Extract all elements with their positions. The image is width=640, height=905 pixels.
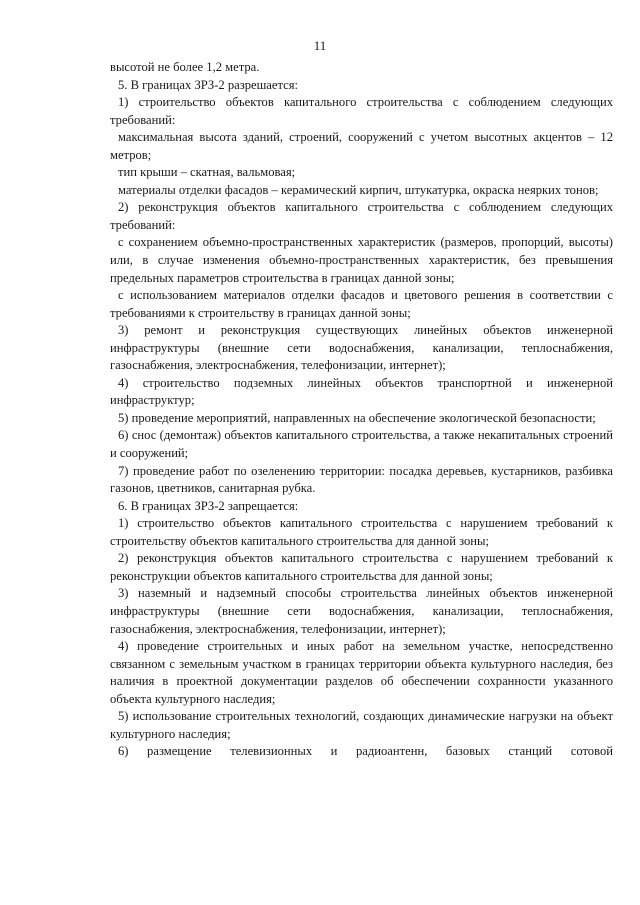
paragraph-13: 7) проведение работ по озеленению территории: посадка деревьев, кустарников, разбивка газонов, цветников, санитарная рубка. — [110, 463, 613, 496]
paragraph-15: 1) строительство объектов капитального строительства с нарушением требований к строительству объектов капитального строительства для данной зоны; — [110, 516, 613, 548]
paragraph-10: 4) строительство подземных линейных объектов транспортной и инженерной инфраструктур; — [110, 375, 613, 408]
paragraph-11: 5) проведение мероприятий, направленных на обеспечение экологической безопасности; — [118, 410, 596, 425]
paragraph-6: 2) реконструкция объектов капитального строительства с соблюдением следующих требований: — [110, 200, 613, 232]
paragraph-0: высотой не более 1,2 метра. — [110, 60, 260, 74]
paragraph-16: 2) реконструкция объектов капитального строительства с нарушением требований к реконструкции объектов капитального строительства для данной зоны; — [110, 551, 613, 583]
paragraph-5: материалы отделки фасадов – керамический кирпич, штукатурка, окраска неярких тонов; — [118, 182, 599, 197]
paragraph-2: 1) строительство объектов капитального строительства с соблюдением следующих требований: — [110, 95, 613, 127]
paragraph-9: 3) ремонт и реконструкция существующих линейных объектов инженерной инфраструктуры (внешние сети водоснабжения, канализации, теплоснабжения, газоснабжения, электроснабжения, телефонизации, интернет); — [110, 323, 613, 373]
page-number: 11 — [313, 38, 327, 53]
paragraph-1: 5. В границах ЗРЗ-2 разрешается: — [118, 77, 299, 92]
paragraph-20: 6) размещение телевизионных и радиоантенн, базовых станций сотовой — [118, 744, 613, 759]
paragraph-18: 4) проведение строительных и иных работ на земельном участке, непосредственно связанном с земельным участком в границах территории объекта культурного наследия, без наличия в проектной документации разделов об обеспечении сохранности указанного объекта культурного наследия; — [110, 639, 613, 706]
paragraph-14: 6. В границах ЗРЗ-2 запрещается: — [118, 498, 299, 513]
paragraph-19: 5) использование строительных технологий, создающих динамические нагрузки на объект культурного наследия; — [110, 709, 613, 741]
paragraph-8: с использованием материалов отделки фасадов и цветового решения в соответствии с требованиями к строительству в границах данной зоны; — [110, 288, 613, 320]
paragraph-7: с сохранением объемно-пространственных характеристик (размеров, пропорций, высоты) или, в случае изменения объемно-пространственных характеристик, без превышения предельных параметров строительства в границах данной зоны; — [110, 235, 613, 285]
paragraph-17: 3) наземный и надземный способы строительства линейных объектов инженерной инфраструктуры (внешние сети водоснабжения, канализации, теплоснабжения, газоснабжения, электроснабжения, телефонизации, интернет); — [110, 586, 613, 636]
paragraph-4: тип крыши – скатная, вальмовая; — [118, 165, 296, 180]
paragraph-3: максимальная высота зданий, строений, сооружений с учетом высотных акцентов – 12 метров; — [110, 130, 613, 162]
paragraph-12: 6) снос (демонтаж) объектов капитального строительства, а также некапитальных строений и сооружений; — [110, 428, 613, 461]
document-body — [110, 59, 613, 761]
